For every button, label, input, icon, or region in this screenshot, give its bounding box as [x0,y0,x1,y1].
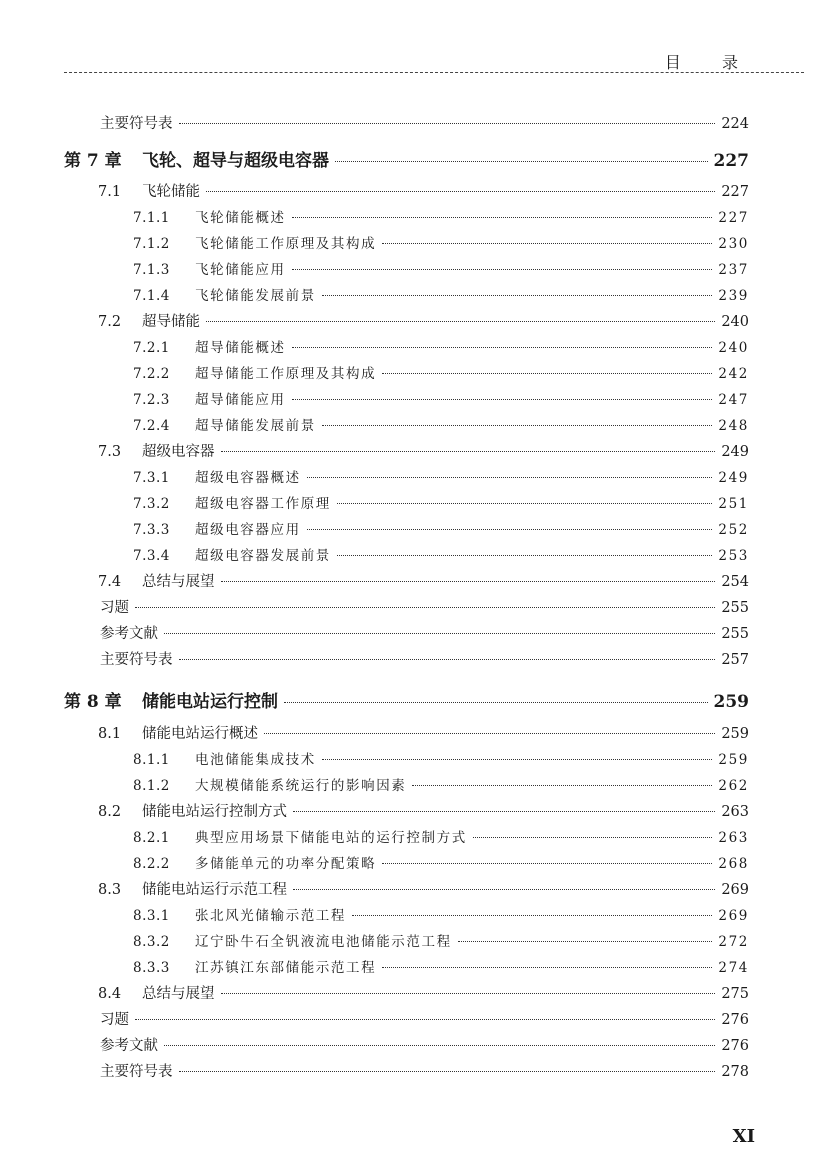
toc-entry-page: 227 [713,151,749,171]
toc-subsection-entry[interactable] [133,388,749,408]
toc-entry-page: 259 [713,692,749,712]
toc-entry-page: 276 [721,1012,749,1028]
toc-entry-number: 7.3 [98,444,122,460]
dot-leader [179,659,716,660]
running-header [64,50,804,76]
toc-entry-page: 274 [718,960,749,976]
toc-entry-page: 239 [718,288,749,304]
dot-leader [412,785,712,786]
dot-leader [292,399,713,400]
toc-entry-title: 超级电容器概述 [195,470,301,486]
toc-entry-number: 7.2 [98,314,122,330]
dot-leader [473,837,713,838]
toc-subsection-entry[interactable] [133,492,749,512]
dot-leader [458,941,713,942]
toc-entry-number: 7.3.2 [133,496,170,512]
toc-entry-title: 储能电站运行示范工程 [142,882,287,898]
toc-section-entry[interactable] [98,878,749,899]
dot-leader [307,529,713,530]
dot-leader [292,347,713,348]
toc-entry-page: 224 [721,116,749,132]
dot-leader [337,503,713,504]
toc-entry-number: 8.3.2 [133,934,170,950]
toc-entry-page: 259 [721,726,749,742]
toc-entry-title: 主要符号表 [100,116,173,132]
toc-subsection-entry[interactable] [133,930,749,950]
toc-entry-title: 超导储能发展前景 [195,418,316,434]
toc-entry-title: 总结与展望 [142,986,215,1002]
toc-subsection-entry[interactable] [133,774,749,794]
toc-entry-page: 268 [718,856,749,872]
toc-entry-title: 主要符号表 [100,1064,173,1080]
toc-subsection-entry[interactable] [133,544,749,564]
toc-entry-page: 249 [721,444,749,460]
toc-entry-page: 237 [718,262,749,278]
toc-entry-page: 249 [718,470,749,486]
toc-entry-page: 240 [718,340,749,356]
dot-leader [352,915,712,916]
toc-entry-title: 超级电容器 [142,444,215,460]
toc-entry-title: 超导储能概述 [195,340,286,356]
toc-entry-page: 253 [718,548,749,564]
toc-entry-number: 7.1.1 [133,210,170,226]
toc-section-entry[interactable] [98,982,749,1003]
toc-entry-page: 275 [721,986,749,1002]
toc-section-entry[interactable] [98,440,749,461]
toc-entry-title: 飞轮储能应用 [195,262,286,278]
dot-leader [293,889,715,890]
toc-entry-page: 227 [721,184,749,200]
toc-subsection-entry[interactable] [133,956,749,976]
toc-entry-page: 254 [721,574,749,590]
toc-entry-title: 飞轮储能发展前景 [195,288,316,304]
toc-entry-number: 7.2.1 [133,340,170,356]
toc-entry-page: 230 [718,236,749,252]
toc-entry[interactable] [100,1060,749,1081]
toc-entry-number: 8.2 [98,804,122,820]
toc-subsection-entry[interactable] [133,232,749,252]
toc-entry-page: 242 [718,366,749,382]
toc-entry-title: 超导储能工作原理及其构成 [195,366,377,382]
dot-leader [337,555,713,556]
page-number: XI [732,1126,755,1147]
dot-leader [292,269,713,270]
toc-subsection-entry[interactable] [133,284,749,304]
toc-chapter-entry[interactable] [64,687,749,712]
dot-leader [206,191,715,192]
toc-subsection-entry[interactable] [133,826,749,846]
toc-entry-title: 超级电容器发展前景 [195,548,331,564]
toc-section-entry[interactable] [98,310,749,331]
dot-leader [307,477,713,478]
toc-entry-page: 255 [721,626,749,642]
dot-leader [135,1019,715,1020]
toc-entry-title: 典型应用场景下储能电站的运行控制方式 [195,830,467,846]
toc-entry-title: 参考文献 [100,626,158,642]
toc-entry-title: 储能电站运行概述 [142,726,258,742]
toc-entry-page: 278 [721,1064,749,1080]
dot-leader [206,321,715,322]
toc-entry-title: 超级电容器应用 [195,522,301,538]
toc-entry-title: 多储能单元的功率分配策略 [195,856,377,872]
dot-leader [292,217,713,218]
toc-entry-number: 7.2.2 [133,366,170,382]
toc-entry-number: 7.3.3 [133,522,170,538]
toc-entry-page: 251 [718,496,749,512]
toc-entry-title: 飞轮储能概述 [195,210,286,226]
dot-leader [382,373,712,374]
toc-section-entry[interactable] [98,800,749,821]
toc-entry[interactable] [100,622,749,643]
toc-entry-title: 主要符号表 [100,652,173,668]
toc-entry-number: 7.1.4 [133,288,170,304]
toc-entry-page: 252 [718,522,749,538]
toc-entry-page: 262 [718,778,749,794]
header-title: 目 录 [664,53,756,72]
toc-entry[interactable] [100,112,749,133]
toc-entry-page: 227 [718,210,749,226]
dot-leader [221,993,716,994]
dot-leader [179,1071,716,1072]
toc-entry-page: 272 [718,934,749,950]
toc-subsection-entry[interactable] [133,362,749,382]
toc-entry-number: 8.2.2 [133,856,170,872]
dot-leader [322,759,713,760]
toc-entry-title: 储能电站运行控制方式 [142,804,287,820]
toc-subsection-entry[interactable] [133,518,749,538]
toc-entry-title: 总结与展望 [142,574,215,590]
toc-entry-number: 8.3.1 [133,908,170,924]
toc-section-entry[interactable] [98,180,749,201]
toc-entry-page: 240 [721,314,749,330]
toc-entry[interactable] [100,1034,749,1055]
toc-entry-number: 8.1.2 [133,778,170,794]
dot-leader [135,607,715,608]
toc-entry[interactable] [100,1008,749,1029]
toc-entry-number: 8.2.1 [133,830,170,846]
toc-entry-number: 7.3.1 [133,470,170,486]
dot-leader [322,295,713,296]
toc-entry-title: 张北风光储输示范工程 [195,908,346,924]
dot-leader [322,425,713,426]
dot-leader [221,581,716,582]
toc-section-entry[interactable] [98,722,749,743]
toc-entry-number: 7.1 [98,184,122,200]
toc-entry-number: 7.4 [98,574,122,590]
dot-leader [335,161,708,162]
dot-leader [382,243,712,244]
header-rule [64,72,804,73]
toc-chapter-entry[interactable] [64,146,749,171]
toc-entry-title: 超级电容器工作原理 [195,496,331,512]
toc-entry[interactable] [100,596,749,617]
toc-entry-page: 247 [718,392,749,408]
toc-entry-page: 276 [721,1038,749,1054]
toc-entry-title: 飞轮、超导与超级电容器 [142,151,329,171]
toc-entry-number: 8.4 [98,986,122,1002]
toc-entry-title: 超导储能 [142,314,200,330]
toc-entry-number: 8.1 [98,726,122,742]
toc-entry-title: 飞轮储能 [142,184,200,200]
toc-entry-title: 江苏镇江东部储能示范工程 [195,960,377,976]
toc-entry-number: 8.3 [98,882,122,898]
toc-subsection-entry[interactable] [133,258,749,278]
dot-leader [293,811,715,812]
toc-subsection-entry[interactable] [133,466,749,486]
toc-entry-number: 7.2.4 [133,418,170,434]
toc-entry-number: 第 7 章 [64,151,122,171]
dot-leader [221,451,716,452]
toc-entry-number: 8.1.1 [133,752,170,768]
toc-entry-title: 辽宁卧牛石全钒液流电池储能示范工程 [195,934,452,950]
toc-entry[interactable] [100,648,749,669]
toc-entry-title: 飞轮储能工作原理及其构成 [195,236,377,252]
toc-entry-title: 参考文献 [100,1038,158,1054]
toc-entry-page: 259 [718,752,749,768]
dot-leader [284,702,708,703]
toc-entry-number: 7.1.3 [133,262,170,278]
toc-entry-title: 习题 [100,1012,129,1028]
toc-subsection-entry[interactable] [133,336,749,356]
toc-entry-page: 263 [721,804,749,820]
dot-leader [382,967,712,968]
dot-leader [164,1045,715,1046]
toc-entry-page: 263 [718,830,749,846]
toc-entry-number: 8.3.3 [133,960,170,976]
toc-subsection-entry[interactable] [133,904,749,924]
toc-entry-number: 7.1.2 [133,236,170,252]
dot-leader [164,633,715,634]
toc-entry-title: 电池储能集成技术 [195,752,316,768]
dot-leader [264,733,715,734]
dot-leader [382,863,712,864]
toc-entry-title: 习题 [100,600,129,616]
toc-entry-page: 269 [718,908,749,924]
toc-entry-page: 269 [721,882,749,898]
toc-entry-title: 超导储能应用 [195,392,286,408]
toc-subsection-entry[interactable] [133,748,749,768]
toc-entry-number: 7.3.4 [133,548,170,564]
toc-subsection-entry[interactable] [133,852,749,872]
toc-section-entry[interactable] [98,570,749,591]
toc-entry-title: 大规模储能系统运行的影响因素 [195,778,407,794]
toc-entry-page: 255 [721,600,749,616]
toc-entry-title: 储能电站运行控制 [142,692,278,712]
toc-entry-number: 7.2.3 [133,392,170,408]
dot-leader [179,123,716,124]
toc-subsection-entry[interactable] [133,414,749,434]
toc-entry-page: 248 [718,418,749,434]
toc-entry-page: 257 [721,652,749,668]
toc-entry-number: 第 8 章 [64,692,122,712]
toc-subsection-entry[interactable] [133,206,749,226]
